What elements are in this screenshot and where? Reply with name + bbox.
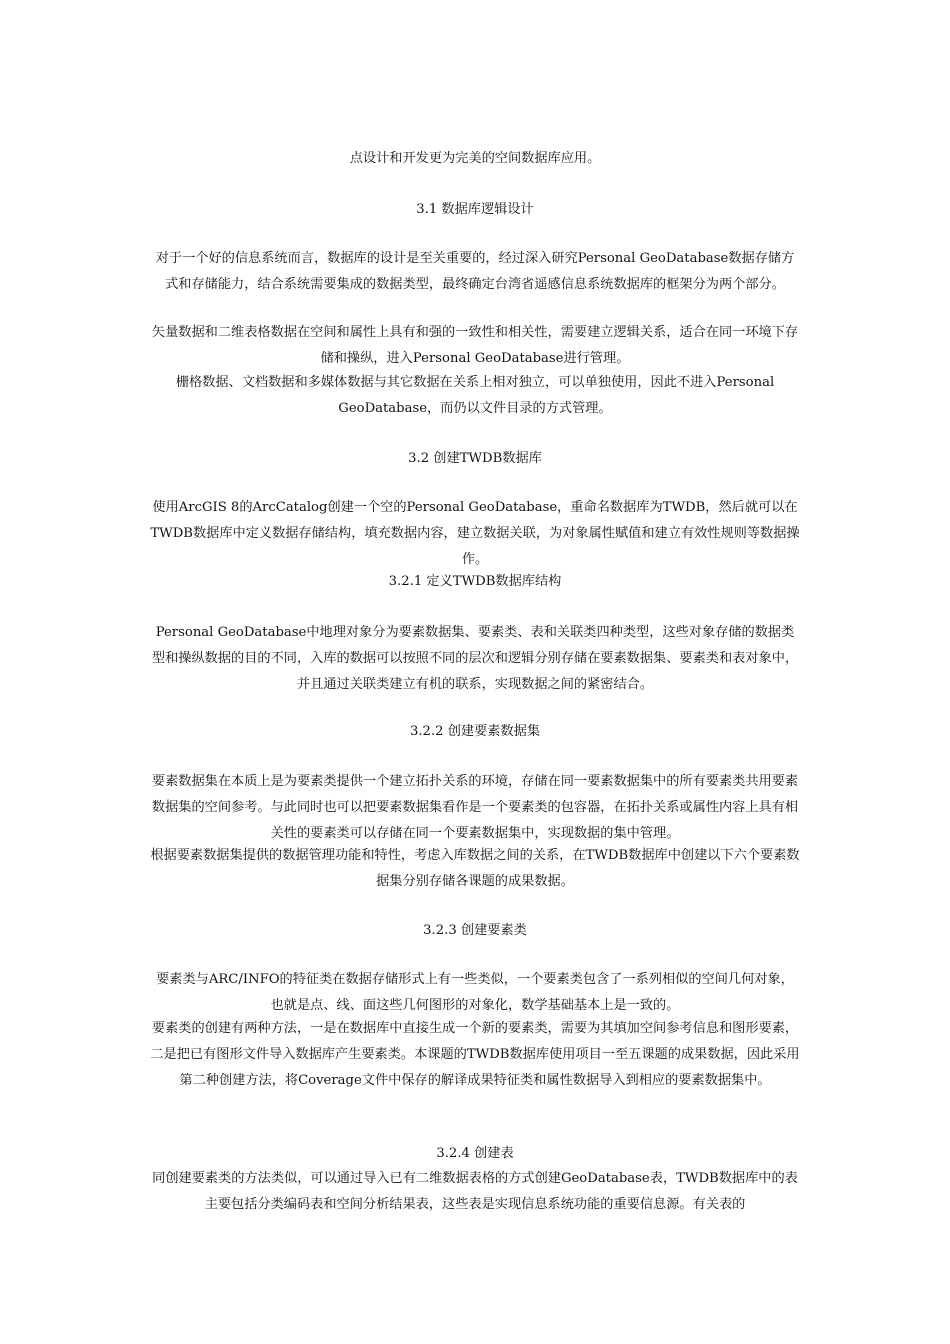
section-heading-3-2-2: 3.2.2 创建要素数据集 [409, 724, 541, 739]
section-heading-3-1: 3.1 数据库逻辑设计 [416, 202, 534, 217]
intro-tail: 点设计和开发更为完美的空间数据库应用。 [349, 151, 601, 166]
section-heading-3-2-3: 3.2.3 创建要素类 [423, 923, 527, 938]
paragraph-3-2-1: 使用ArcGIS 8的ArcCatalog创建一个空的Personal GeoDatabase，重命名数据库为TWDB，然后就可以在TWDB数据库中定义数据存储结构，填充数据内容，建立数据关联，为对象属性赋值和建立有效性规则等数据操作。 [150, 500, 800, 567]
paragraph-3-2-2-1: 要素数据集在本质上是为要素类提供一个建立拓扑关系的环境，存储在同一要素数据集中的所有要素类共用要素数据集的空间参考。与此同时也可以把要素数据集看作是一个要素类的包容器，在拓扑关系或属性内容上具有相关性的要素类可以存储在同一个要素数据集中，实现数据的集中管理。 [151, 774, 799, 841]
paragraph-3-1-3: 栅格数据、文档数据和多媒体数据与其它数据在关系上相对独立，可以单独使用，因此不进入Personal GeoDatabase，而仍以文件目录的方式管理。 [175, 375, 775, 416]
paragraph-3-1-2: 矢量数据和二维表格数据在空间和属性上具有和强的一致性和相关性，需要建立逻辑关系，适合在同一环境下存储和操纵，进入Personal GeoDatabase进行管理。 [151, 325, 799, 366]
paragraph-3-2-4-1: 同创建要素类的方法类似，可以通过导入已有二维数据表格的方式创建GeoDatabase表，TWDB数据库中的表主要包括分类编码表和空间分析结果表，这些表是实现信息系统功能的重要信息源。有关表的 [152, 1171, 798, 1212]
paragraph-3-2-3-2: 要素类的创建有两种方法，一是在数据库中直接生成一个新的要素类，需要为其填加空间参考信息和图形要素，二是把已有图形文件导入数据库产生要素类。本课题的TWDB数据库使用项目一至五课题的成果数据，因此采用第二种创建方法，将Coverage文件中保存的解译成果特征类和属性数据导入到相应的要素数据集中。 [150, 1021, 800, 1088]
section-heading-3-2: 3.2 创建TWDB数据库 [408, 451, 542, 466]
paragraph-3-1-1: 对于一个好的信息系统而言，数据库的设计是至关重要的，经过深入研究Personal GeoDatabase数据存储方式和存储能力，结合系统需要集成的数据类型，最终确定台湾省遥感信息系统数据库的框架分为两个部分。 [155, 251, 795, 292]
paragraph-3-2-3-1: 要素类与ARC/INFO的特征类在数据存储形式上有一些类似，一个要素类包含了一系列相似的空间几何对象，也就是点、线、面这些几何图形的对象化，数学基础基本上是一致的。 [156, 972, 794, 1013]
section-heading-3-2-1: 3.2.1 定义TWDB数据库结构 [388, 574, 562, 589]
section-heading-3-2-4: 3.2.4 创建表 [436, 1146, 514, 1161]
paragraph-3-2-2-2: 根据要素数据集提供的数据管理功能和特性，考虑入库数据之间的关系，在TWDB数据库中创建以下六个要素数据集分别存储各课题的成果数据。 [150, 848, 800, 889]
paragraph-3-2-1-1: Personal GeoDatabase中地理对象分为要素数据集、要素类、表和关联类四种类型，这些对象存储的数据类型和操纵数据的目的不同，入库的数据可以按照不同的层次和逻辑分别存储在要素数据集、要素类和表对象中，并且通过关联类建立有机的联系，实现数据之间的紧密结合。 [151, 625, 799, 692]
